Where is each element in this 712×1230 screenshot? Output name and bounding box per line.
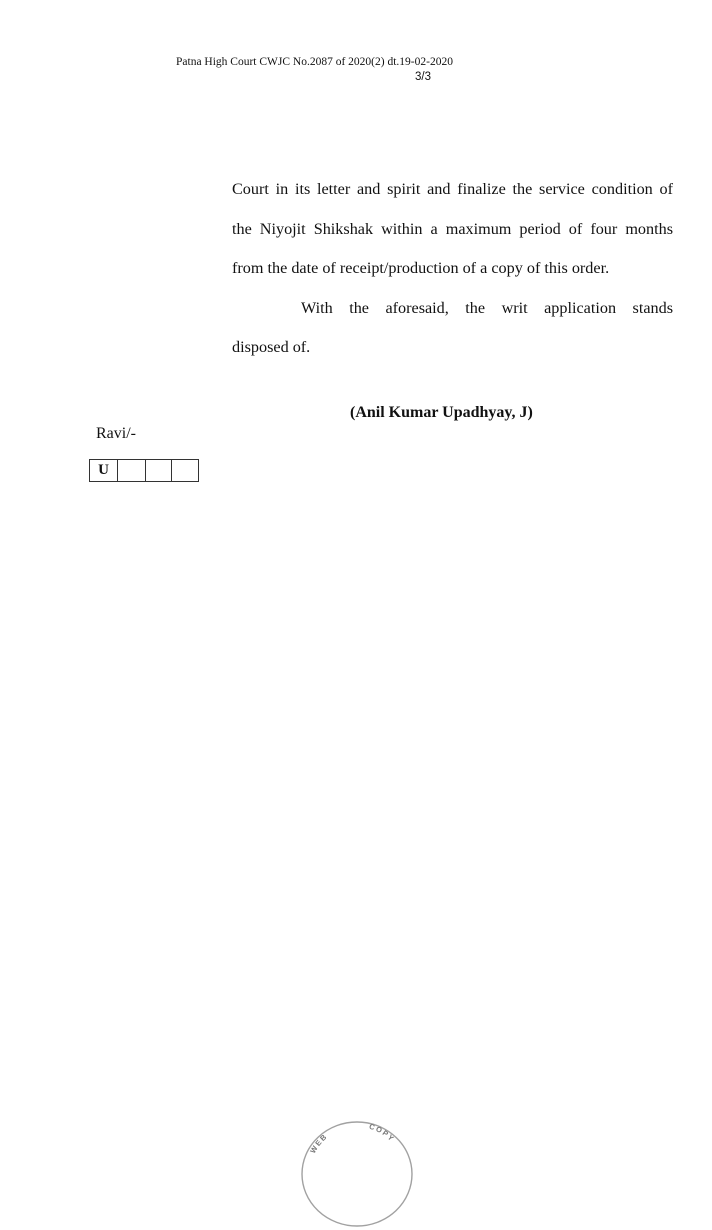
- page-number: 3/3: [415, 71, 431, 83]
- grade-cell: [172, 460, 198, 481]
- stamp-text-left: WEB: [308, 1131, 330, 1155]
- body-line: Court in its letter and spirit and finalize the service condition of: [232, 180, 673, 198]
- order-body: [232, 170, 673, 368]
- svg-text:COPY: [368, 1122, 397, 1144]
- stamp-text-right: COPY: [368, 1121, 397, 1144]
- grade-box: [89, 459, 199, 482]
- body-line: the Niyojit Shikshak within a maximum period of four months: [232, 219, 673, 238]
- svg-text:WEB: [308, 1132, 329, 1155]
- body-line: With the aforesaid, the writ application stands: [301, 298, 673, 317]
- grade-cell: [146, 460, 172, 481]
- grade-cell: U: [90, 460, 118, 481]
- body-line: disposed of.: [232, 338, 311, 356]
- body-line: from the date of receipt/production of a copy of this order.: [232, 259, 610, 277]
- grade-cell: [118, 460, 146, 481]
- web-copy-stamp: [298, 1112, 416, 1230]
- judge-signature: (Anil Kumar Upadhyay, J): [350, 404, 533, 421]
- case-citation-header: Patna High Court CWJC No.2087 of 2020(2) dt.19-02-2020: [176, 56, 453, 68]
- typist-initials: Ravi/-: [96, 425, 136, 442]
